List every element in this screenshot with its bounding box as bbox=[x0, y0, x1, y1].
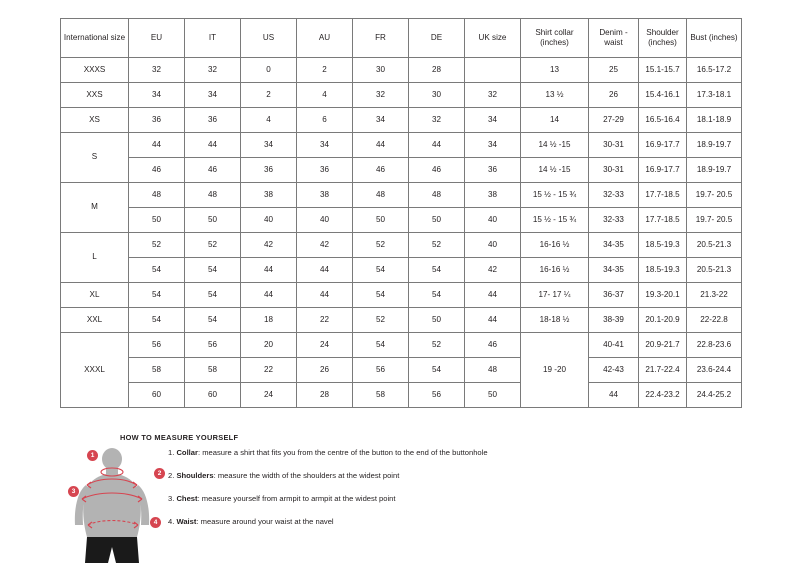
data-cell: 50 bbox=[409, 208, 465, 233]
data-cell: 50 bbox=[129, 208, 185, 233]
data-cell: 44 bbox=[409, 133, 465, 158]
data-cell: 34 bbox=[297, 133, 353, 158]
data-cell: 2 bbox=[241, 83, 297, 108]
data-cell: 34 bbox=[129, 83, 185, 108]
item-number: 2. bbox=[168, 470, 177, 480]
data-cell: 36 bbox=[465, 158, 521, 183]
data-cell: 21.3-22 bbox=[687, 283, 742, 308]
data-cell: 17.3-18.1 bbox=[687, 83, 742, 108]
how-to-measure-item bbox=[168, 494, 638, 504]
data-cell: 42-43 bbox=[589, 358, 639, 383]
table-row bbox=[61, 358, 742, 383]
data-cell: 44 bbox=[129, 133, 185, 158]
data-cell: 32 bbox=[185, 58, 241, 83]
data-cell: 50 bbox=[353, 208, 409, 233]
data-cell: 24 bbox=[241, 383, 297, 408]
data-cell: 38 bbox=[465, 183, 521, 208]
data-cell: 4 bbox=[297, 83, 353, 108]
data-cell: 56 bbox=[409, 383, 465, 408]
data-cell: 20 bbox=[241, 333, 297, 358]
col-header-shirt-collar: Shirt collar (inches) bbox=[521, 19, 589, 58]
data-cell: 48 bbox=[465, 358, 521, 383]
data-cell: 22.8-23.6 bbox=[687, 333, 742, 358]
data-cell: 19.7- 20.5 bbox=[687, 208, 742, 233]
data-cell: 21.7-22.4 bbox=[639, 358, 687, 383]
how-to-measure-item bbox=[168, 471, 638, 481]
table-row bbox=[61, 283, 742, 308]
data-cell: 58 bbox=[353, 383, 409, 408]
data-cell: 46 bbox=[129, 158, 185, 183]
data-cell: 36 bbox=[241, 158, 297, 183]
col-header-bust: Bust (inches) bbox=[687, 19, 742, 58]
data-cell: 56 bbox=[129, 333, 185, 358]
data-cell: 38 bbox=[297, 183, 353, 208]
table-row bbox=[61, 158, 742, 183]
table-row bbox=[61, 258, 742, 283]
table-row bbox=[61, 183, 742, 208]
data-cell: 32 bbox=[409, 108, 465, 133]
data-cell: 14 bbox=[521, 108, 589, 133]
callout-marker-4: 4 bbox=[150, 517, 161, 528]
table-row bbox=[61, 308, 742, 333]
data-cell: 38 bbox=[241, 183, 297, 208]
data-cell: 22 bbox=[297, 308, 353, 333]
data-cell: 46 bbox=[185, 158, 241, 183]
data-cell: 40 bbox=[465, 233, 521, 258]
table-row bbox=[61, 83, 742, 108]
data-cell: 54 bbox=[353, 333, 409, 358]
data-cell: 50 bbox=[185, 208, 241, 233]
data-cell: 25 bbox=[589, 58, 639, 83]
data-cell: 34-35 bbox=[589, 233, 639, 258]
table-row bbox=[61, 383, 742, 408]
table-row bbox=[61, 133, 742, 158]
data-cell: 50 bbox=[465, 383, 521, 408]
data-cell: 32 bbox=[465, 83, 521, 108]
table-row bbox=[61, 208, 742, 233]
data-cell: 60 bbox=[129, 383, 185, 408]
size-label-cell: XL bbox=[61, 283, 129, 308]
data-cell: 52 bbox=[409, 333, 465, 358]
data-cell: 13 ½ bbox=[521, 83, 589, 108]
data-cell: 17.7-18.5 bbox=[639, 183, 687, 208]
data-cell: 58 bbox=[185, 358, 241, 383]
item-text: : measure a shirt that fits you from the centre of the button to the end of the buttonhole bbox=[197, 448, 488, 457]
data-cell: 4 bbox=[241, 108, 297, 133]
data-cell: 26 bbox=[297, 358, 353, 383]
data-cell: 16.5-17.2 bbox=[687, 58, 742, 83]
data-cell: 46 bbox=[353, 158, 409, 183]
data-cell: 36 bbox=[297, 158, 353, 183]
item-number: 1. bbox=[168, 448, 177, 457]
data-cell: 44 bbox=[185, 133, 241, 158]
table-row bbox=[61, 108, 742, 133]
data-cell: 54 bbox=[353, 283, 409, 308]
data-cell: 32-33 bbox=[589, 208, 639, 233]
size-label-cell: M bbox=[61, 183, 129, 233]
data-cell: 17.7-18.5 bbox=[639, 208, 687, 233]
data-cell: 44 bbox=[465, 283, 521, 308]
data-cell: 20.5-21.3 bbox=[687, 258, 742, 283]
data-cell: 6 bbox=[297, 108, 353, 133]
data-cell: 42 bbox=[241, 233, 297, 258]
data-cell: 30 bbox=[409, 83, 465, 108]
data-cell: 48 bbox=[409, 183, 465, 208]
data-cell: 19.7- 20.5 bbox=[687, 183, 742, 208]
data-cell: 48 bbox=[185, 183, 241, 208]
data-cell: 52 bbox=[353, 308, 409, 333]
data-cell: 18-18 ½ bbox=[521, 308, 589, 333]
data-cell: 44 bbox=[589, 383, 639, 408]
data-cell: 54 bbox=[185, 258, 241, 283]
how-to-measure-item bbox=[168, 517, 638, 527]
col-header-it: IT bbox=[185, 19, 241, 58]
data-cell: 32 bbox=[353, 83, 409, 108]
col-header-shoulder: Shoulder (inches) bbox=[639, 19, 687, 58]
data-cell: 18.5-19.3 bbox=[639, 233, 687, 258]
data-cell: 54 bbox=[409, 283, 465, 308]
col-header-fr: FR bbox=[353, 19, 409, 58]
item-text: : measure around your waist at the navel bbox=[196, 516, 334, 526]
item-number: 4. bbox=[168, 516, 177, 526]
data-cell: 34 bbox=[465, 133, 521, 158]
how-to-measure-title: HOW TO MEASURE YOURSELF bbox=[120, 433, 239, 442]
data-cell: 48 bbox=[353, 183, 409, 208]
data-cell: 46 bbox=[409, 158, 465, 183]
data-cell: 14 ½ -15 bbox=[521, 158, 589, 183]
data-cell: 22 bbox=[241, 358, 297, 383]
data-cell: 56 bbox=[353, 358, 409, 383]
data-cell: 54 bbox=[185, 283, 241, 308]
data-cell: 44 bbox=[241, 283, 297, 308]
item-number: 3. bbox=[168, 493, 177, 503]
data-cell: 16.9-17.7 bbox=[639, 133, 687, 158]
data-cell: 36-37 bbox=[589, 283, 639, 308]
col-header-eu: EU bbox=[129, 19, 185, 58]
data-cell: 58 bbox=[129, 358, 185, 383]
col-header-au: AU bbox=[297, 19, 353, 58]
data-cell: 19.3-20.1 bbox=[639, 283, 687, 308]
item-term: Shoulders bbox=[176, 470, 214, 480]
data-cell: 32 bbox=[129, 58, 185, 83]
data-cell: 44 bbox=[241, 258, 297, 283]
data-cell: 24.4-25.2 bbox=[687, 383, 742, 408]
data-cell: 50 bbox=[409, 308, 465, 333]
data-cell: 18.5-19.3 bbox=[639, 258, 687, 283]
size-label-cell: L bbox=[61, 233, 129, 283]
data-cell: 26 bbox=[589, 83, 639, 108]
data-cell: 34 bbox=[353, 108, 409, 133]
data-cell: 40 bbox=[297, 208, 353, 233]
size-label-cell: XXS bbox=[61, 83, 129, 108]
col-header-uk: UK size bbox=[465, 19, 521, 58]
data-cell: 20.1-20.9 bbox=[639, 308, 687, 333]
data-cell: 54 bbox=[129, 258, 185, 283]
data-cell: 40 bbox=[465, 208, 521, 233]
size-label-cell: XXXL bbox=[61, 333, 129, 408]
item-term: Collar bbox=[176, 448, 198, 457]
data-cell: 44 bbox=[465, 308, 521, 333]
data-cell: 15 ½ - 15 ¾ bbox=[521, 208, 589, 233]
data-cell: 34-35 bbox=[589, 258, 639, 283]
data-cell: 36 bbox=[129, 108, 185, 133]
data-cell: 28 bbox=[297, 383, 353, 408]
data-cell: 46 bbox=[465, 333, 521, 358]
size-label-cell: XXXS bbox=[61, 58, 129, 83]
col-header-de: DE bbox=[409, 19, 465, 58]
data-cell: 27-29 bbox=[589, 108, 639, 133]
data-cell: 14 ½ -15 bbox=[521, 133, 589, 158]
data-cell: 23.6-24.4 bbox=[687, 358, 742, 383]
data-cell: 52 bbox=[129, 233, 185, 258]
data-cell: 42 bbox=[465, 258, 521, 283]
data-cell: 18.9-19.7 bbox=[687, 158, 742, 183]
col-header-denim-waist: Denim - waist bbox=[589, 19, 639, 58]
data-cell bbox=[465, 58, 521, 83]
data-cell: 15.4-16.1 bbox=[639, 83, 687, 108]
data-cell: 18 bbox=[241, 308, 297, 333]
data-cell: 52 bbox=[409, 233, 465, 258]
data-cell: 40 bbox=[241, 208, 297, 233]
data-cell: 34 bbox=[185, 83, 241, 108]
how-to-measure-item bbox=[168, 448, 638, 458]
data-cell: 17- 17 ¼ bbox=[521, 283, 589, 308]
data-cell: 22.4-23.2 bbox=[639, 383, 687, 408]
item-term: Chest bbox=[176, 493, 198, 503]
size-label-cell: XS bbox=[61, 108, 129, 133]
data-cell: 15.1-15.7 bbox=[639, 58, 687, 83]
data-cell: 13 bbox=[521, 58, 589, 83]
data-cell: 30 bbox=[353, 58, 409, 83]
table-row bbox=[61, 333, 742, 358]
data-cell: 24 bbox=[297, 333, 353, 358]
data-cell: 18.9-19.7 bbox=[687, 133, 742, 158]
item-text: : measure the width of the shoulders at the widest point bbox=[213, 470, 400, 480]
size-label-cell: S bbox=[61, 133, 129, 183]
data-cell: 20.5-21.3 bbox=[687, 233, 742, 258]
callout-marker-2: 2 bbox=[154, 468, 165, 479]
callout-marker-1: 1 bbox=[87, 450, 98, 461]
data-cell: 40-41 bbox=[589, 333, 639, 358]
table-header-row bbox=[61, 19, 742, 58]
data-cell: 30-31 bbox=[589, 158, 639, 183]
size-chart-table bbox=[60, 18, 742, 408]
data-cell: 34 bbox=[465, 108, 521, 133]
data-cell: 32-33 bbox=[589, 183, 639, 208]
data-cell: 38-39 bbox=[589, 308, 639, 333]
callout-marker-3: 3 bbox=[68, 486, 79, 497]
item-text: : measure yourself from armpit to armpit at the widest point bbox=[197, 493, 396, 503]
data-cell: 54 bbox=[409, 358, 465, 383]
how-to-measure-list bbox=[168, 448, 638, 539]
data-cell: 28 bbox=[409, 58, 465, 83]
data-cell: 54 bbox=[353, 258, 409, 283]
data-cell: 36 bbox=[185, 108, 241, 133]
data-cell: 42 bbox=[297, 233, 353, 258]
data-cell: 54 bbox=[409, 258, 465, 283]
data-cell: 16-16 ½ bbox=[521, 258, 589, 283]
data-cell: 15 ½ - 15 ¾ bbox=[521, 183, 589, 208]
data-cell: 48 bbox=[129, 183, 185, 208]
body-figure-illustration bbox=[60, 445, 180, 566]
data-cell: 18.1-18.9 bbox=[687, 108, 742, 133]
table-body bbox=[61, 58, 742, 408]
data-cell: 16.9-17.7 bbox=[639, 158, 687, 183]
data-cell: 56 bbox=[185, 333, 241, 358]
figure-svg bbox=[60, 445, 180, 566]
data-cell: 0 bbox=[241, 58, 297, 83]
data-cell: 16-16 ½ bbox=[521, 233, 589, 258]
data-cell: 20.9-21.7 bbox=[639, 333, 687, 358]
data-cell: 52 bbox=[185, 233, 241, 258]
table-row bbox=[61, 58, 742, 83]
data-cell: 34 bbox=[241, 133, 297, 158]
data-cell: 54 bbox=[185, 308, 241, 333]
table-row bbox=[61, 233, 742, 258]
data-cell: 60 bbox=[185, 383, 241, 408]
data-cell: 44 bbox=[297, 258, 353, 283]
data-cell: 2 bbox=[297, 58, 353, 83]
data-cell: 16.5-16.4 bbox=[639, 108, 687, 133]
data-cell: 54 bbox=[129, 283, 185, 308]
col-header-us: US bbox=[241, 19, 297, 58]
data-cell: 52 bbox=[353, 233, 409, 258]
item-term: Waist bbox=[176, 516, 197, 526]
data-cell-shirt-collar: 19 -20 bbox=[521, 333, 589, 408]
data-cell: 30-31 bbox=[589, 133, 639, 158]
data-cell: 22-22.8 bbox=[687, 308, 742, 333]
data-cell: 54 bbox=[129, 308, 185, 333]
col-header-international: International size bbox=[61, 19, 129, 58]
data-cell: 44 bbox=[297, 283, 353, 308]
size-label-cell: XXL bbox=[61, 308, 129, 333]
data-cell: 44 bbox=[353, 133, 409, 158]
